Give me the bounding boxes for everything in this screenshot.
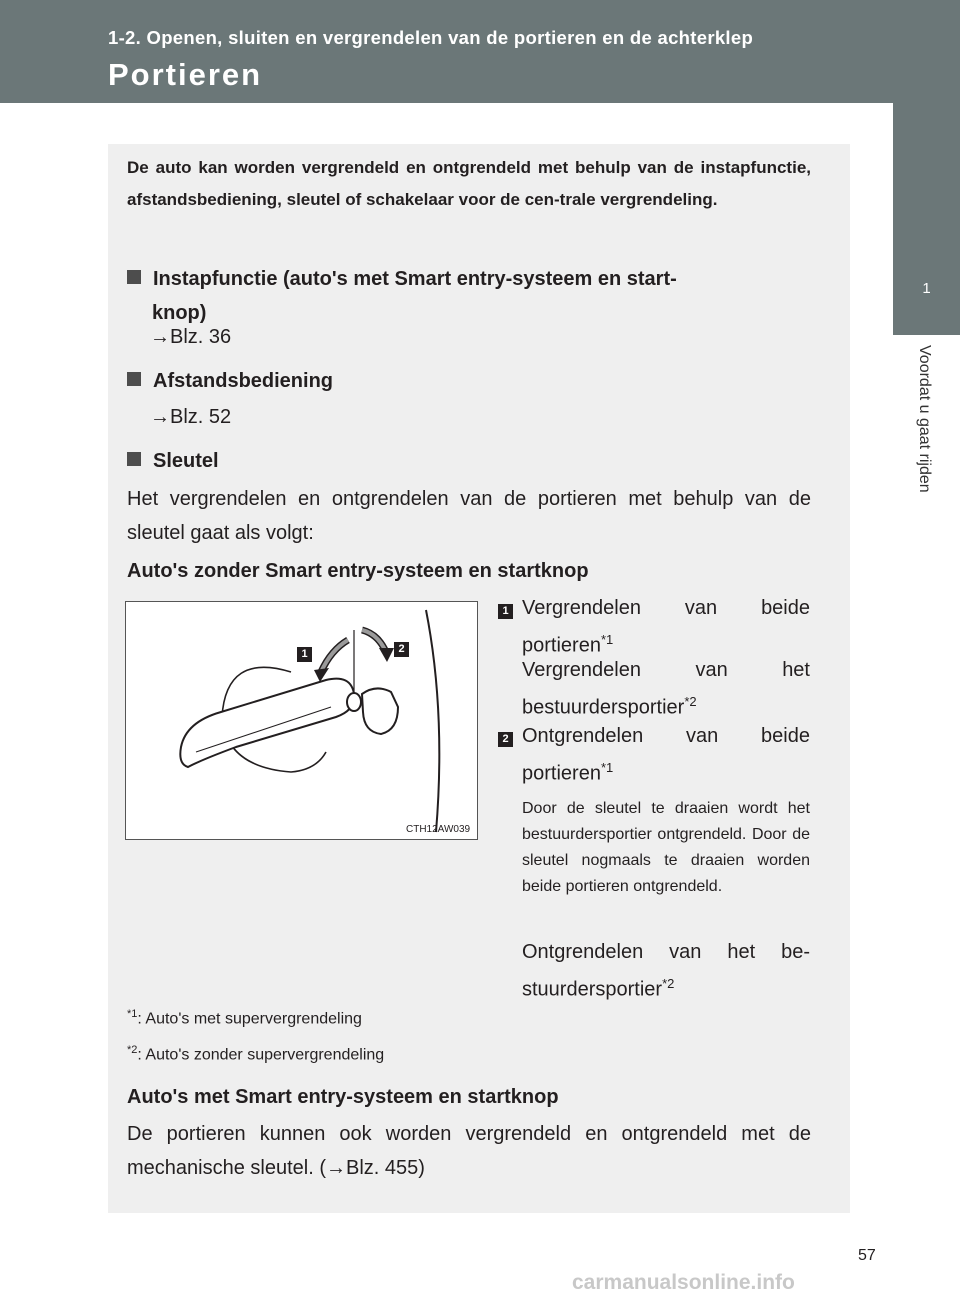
chapter-label: Voordat u gaat rijden: [916, 345, 933, 493]
side-tab-top: [893, 0, 960, 243]
item-2-note: Door de sleutel te draaien wordt het bestuurdersportier ontgrendeld. Door de sleutel nogmaals te draaien worden beide portieren ontgrendeld.: [522, 800, 810, 895]
callout-1: 1: [297, 647, 312, 662]
heading-sleutel: Sleutel: [127, 450, 219, 473]
intro-text: De auto kan worden vergrendeld en ontgrendeld met behulp van de instapfunctie, afstandsbediening, sleutel of schakelaar voor de cen-trale vergrendeling.: [127, 158, 811, 209]
callout-2: 2: [394, 642, 409, 657]
page-reference[interactable]: →Blz. 52: [150, 406, 232, 428]
subheading-with-smart: Auto's met Smart entry-systeem en startknop: [127, 1086, 559, 1108]
sleutel-body: Het vergrendelen en ontgrendelen van de portieren met behulp van de sleutel gaat als volgt:: [127, 488, 811, 544]
item-1-lock-driver: Vergrendelen van het bestuurdersportier$^{*2}$: [522, 659, 810, 719]
callout-2: 2: [498, 732, 513, 747]
page-number: 57: [858, 1247, 876, 1264]
with-smart-body: De portieren kunnen ook worden vergrendeld en ontgrendeld met de mechanische sleutel. (→Blz. 455): [127, 1123, 811, 1179]
square-bullet-icon: [127, 452, 141, 466]
door-handle-key-illustration: [126, 602, 477, 839]
square-bullet-icon: [127, 270, 141, 284]
subheading-without-smart: Auto's zonder Smart entry-systeem en startknop: [127, 560, 589, 582]
door-handle-figure: [125, 601, 478, 840]
heading-instapfunctie: Instapfunctie (auto's met Smart entry-systeem en start- knop): [127, 262, 811, 330]
figure-code: CTH12AW039: [406, 824, 471, 835]
watermark: carmanualsonline.info: [572, 1271, 795, 1294]
chapter-number: 1: [893, 243, 960, 335]
heading-afstandsbediening: Afstandsbediening: [127, 370, 333, 393]
item-1-lock-both: Vergrendelen van beide portieren$^{*1}$: [522, 597, 810, 657]
callout-1: 1: [498, 604, 513, 619]
page-header: [0, 0, 893, 103]
square-bullet-icon: [127, 372, 141, 386]
page-title: Portieren: [108, 57, 263, 92]
item-2-unlock-driver: Ontgrendelen van het be-stuurdersportier$^{*2}$: [522, 941, 810, 1001]
footnote-2: $^{*2}$: Auto's zonder supervergrendeling: [127, 1044, 385, 1064]
page-reference[interactable]: →Blz. 36: [150, 326, 232, 348]
section-title: 1-2. Openen, sluiten en vergrendelen van de portieren en de achterklep: [108, 27, 754, 48]
footnote-1: $^{*1}$: Auto's met supervergrendeling: [127, 1008, 362, 1028]
side-tab: [893, 335, 960, 1297]
item-2-unlock-both: Ontgrendelen van beide portieren$^{*1}$: [522, 725, 810, 785]
